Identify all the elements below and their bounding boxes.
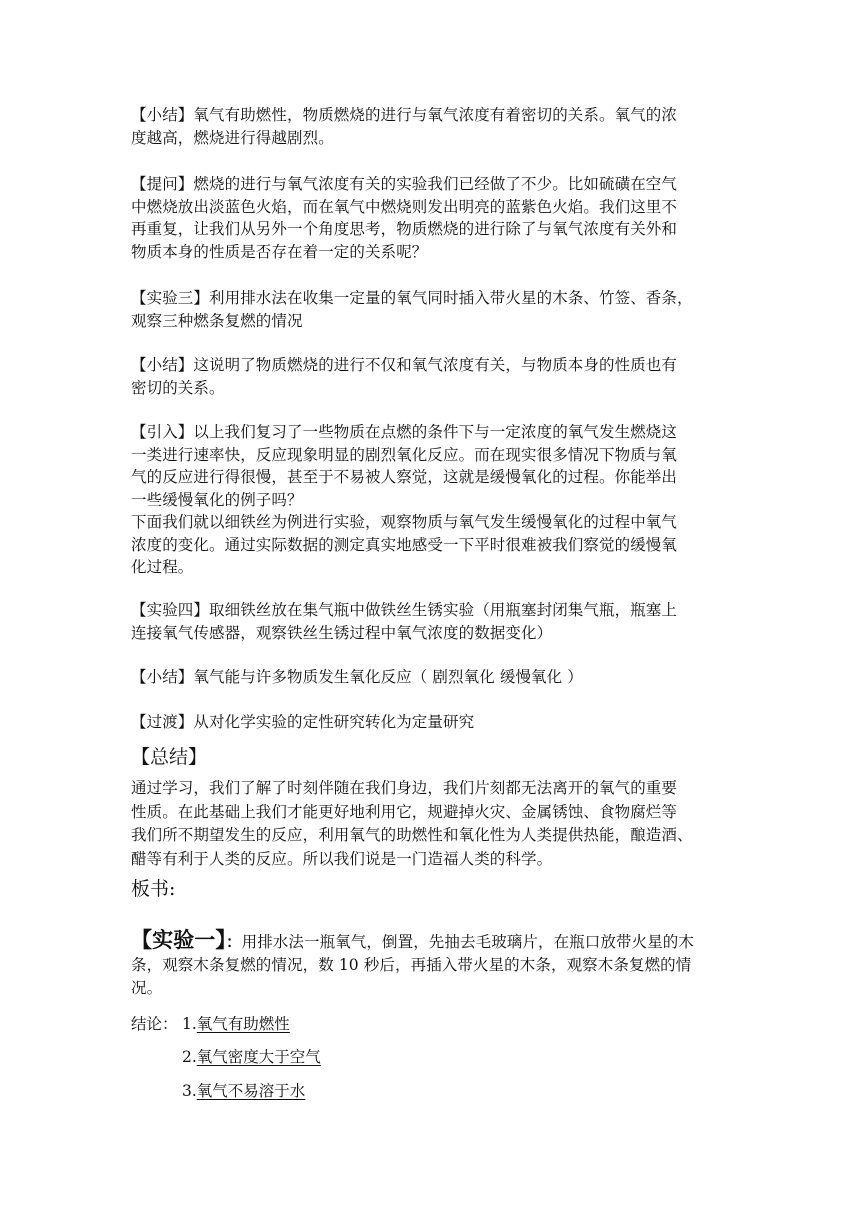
text-line: 一类进行速率快，反应现象明显的剧烈氧化反应。而在现实很多情况下物质与氧 <box>131 445 678 464</box>
text-line: 观察三种燃条复燃的情况 <box>131 311 303 330</box>
experiment4-paragraph <box>131 599 731 644</box>
conclusion-item-text: 氧气不易溶于水 <box>196 1082 306 1100</box>
text-line: 我们所不期望发生的反应，利用氧气的助燃性和氧化性为人类提供热能，酿造酒、 <box>131 826 693 844</box>
text-line: 再重复，让我们从另外一个角度思考，物质燃烧的进行除了与氧气浓度有关外和 <box>131 220 678 238</box>
summary-paragraph-1 <box>131 104 731 149</box>
intro-paragraph <box>131 421 731 579</box>
text-line: 醋等有利于人类的反应。所以我们说是一门造福人类的科学。 <box>131 849 553 868</box>
board-heading: 板书: <box>131 878 176 900</box>
text-line: 度越高，燃烧进行得越剧烈。 <box>131 128 334 147</box>
text-line: 物质本身的性质是否存在着一定的关系呢？ <box>131 242 428 261</box>
text-line: 下面我们就以细铁丝为例进行实验，观察物质与氧气发生缓慢氧化的过程中氧气 <box>131 513 678 531</box>
conclusion-heading: 【总结】 <box>131 746 208 768</box>
conclusion-item-text: 氧气有助燃性 <box>196 1015 290 1033</box>
transition-paragraph <box>131 711 731 734</box>
text-line: 化过程。 <box>131 558 194 576</box>
conclusion-item-number: 3. <box>182 1082 197 1100</box>
text-line: 密切的关系。 <box>131 378 225 397</box>
text-line: 性质。在此基础上我们才能更好地利用它，规避掉火灾、金属锈蚀、食物腐烂等 <box>131 802 678 821</box>
conclusion-item-text: 氧气密度大于空气 <box>196 1048 321 1066</box>
conclusion-item-1 <box>182 1013 290 1035</box>
experiment3-paragraph <box>131 287 731 332</box>
text-line: 况。 <box>131 978 163 997</box>
experiment1-title: 【实验一】 <box>131 927 226 952</box>
conclusion-item-2 <box>182 1046 321 1068</box>
experiment1-text: 用排水法一瓶氧气，倒置，先抽去毛玻璃片，在瓶口放带火星的木 <box>241 933 695 951</box>
conclusion-label: 结论： <box>131 1015 178 1033</box>
text-line: 中燃烧放出淡蓝色火焰，而在氧气中燃烧则发出明亮的蓝紫色火焰。我们这里不 <box>131 197 678 216</box>
text-line: 【小结】这说明了物质燃烧的进行不仅和氧气浓度有关，与物质本身的性质也有 <box>131 356 678 374</box>
text-line: 【实验三】利用排水法在收集一定量的氧气同时插入带火星的木条、竹签、香条， <box>131 289 693 307</box>
summary-paragraph-2 <box>131 354 731 399</box>
text-line: 连接氧气传感器，观察铁丝生锈过程中氧气浓度的数据变化） <box>131 623 553 642</box>
text-line: 【引入】以上我们复习了一些物质在点燃的条件下与一定浓度的氧气发生燃烧这 <box>131 423 678 441</box>
experiment1-first-line <box>131 926 731 954</box>
question-paragraph <box>131 173 731 263</box>
text-line: 条，观察木条复燃的情况，数 10 秒后，再插入带火星的木条，观察木条复燃的情 <box>131 956 692 974</box>
text-line: 通过学习，我们了解了时刻伴随在我们身边，我们片刻都无法离开的氧气的重要 <box>131 779 678 797</box>
text-line: 【小结】氧气有助燃性，物质燃烧的进行与氧气浓度有着密切的关系。氧气的浓 <box>131 106 678 124</box>
text-line: 浓度的变化。通过实际数据的测定真实地感受一下平时很难被我们察觉的缓慢氧 <box>131 535 678 554</box>
experiment1-paragraph <box>131 926 731 999</box>
conclusion-item-3 <box>182 1080 305 1102</box>
conclusion-item-number: 2. <box>182 1048 197 1066</box>
conclusion-paragraph <box>131 777 731 871</box>
text-line: 【提问】燃烧的进行与氧气浓度有关的实验我们已经做了不少。比如硫磺在空气 <box>131 175 678 193</box>
experiment1-colon: ： <box>226 932 242 951</box>
text-line: 一些缓慢氧化的例子吗？ <box>131 490 303 509</box>
text-line: 【小结】氧气能与许多物质发生氧化反应（ 剧烈氧化 缓慢氧化 ） <box>131 668 583 686</box>
text-line: 气的反应进行得很慢，甚至于不易被人察觉，这就是缓慢氧化的过程。你能举出 <box>131 468 678 486</box>
text-line: 【过渡】从对化学实验的定性研究转化为定量研究 <box>131 713 475 731</box>
text-line: 【实验四】取细铁丝放在集气瓶中做铁丝生锈实验（用瓶塞封闭集气瓶，瓶塞上 <box>131 601 678 619</box>
conclusion-item-number: 1. <box>182 1015 197 1033</box>
summary-paragraph-3 <box>131 666 731 689</box>
